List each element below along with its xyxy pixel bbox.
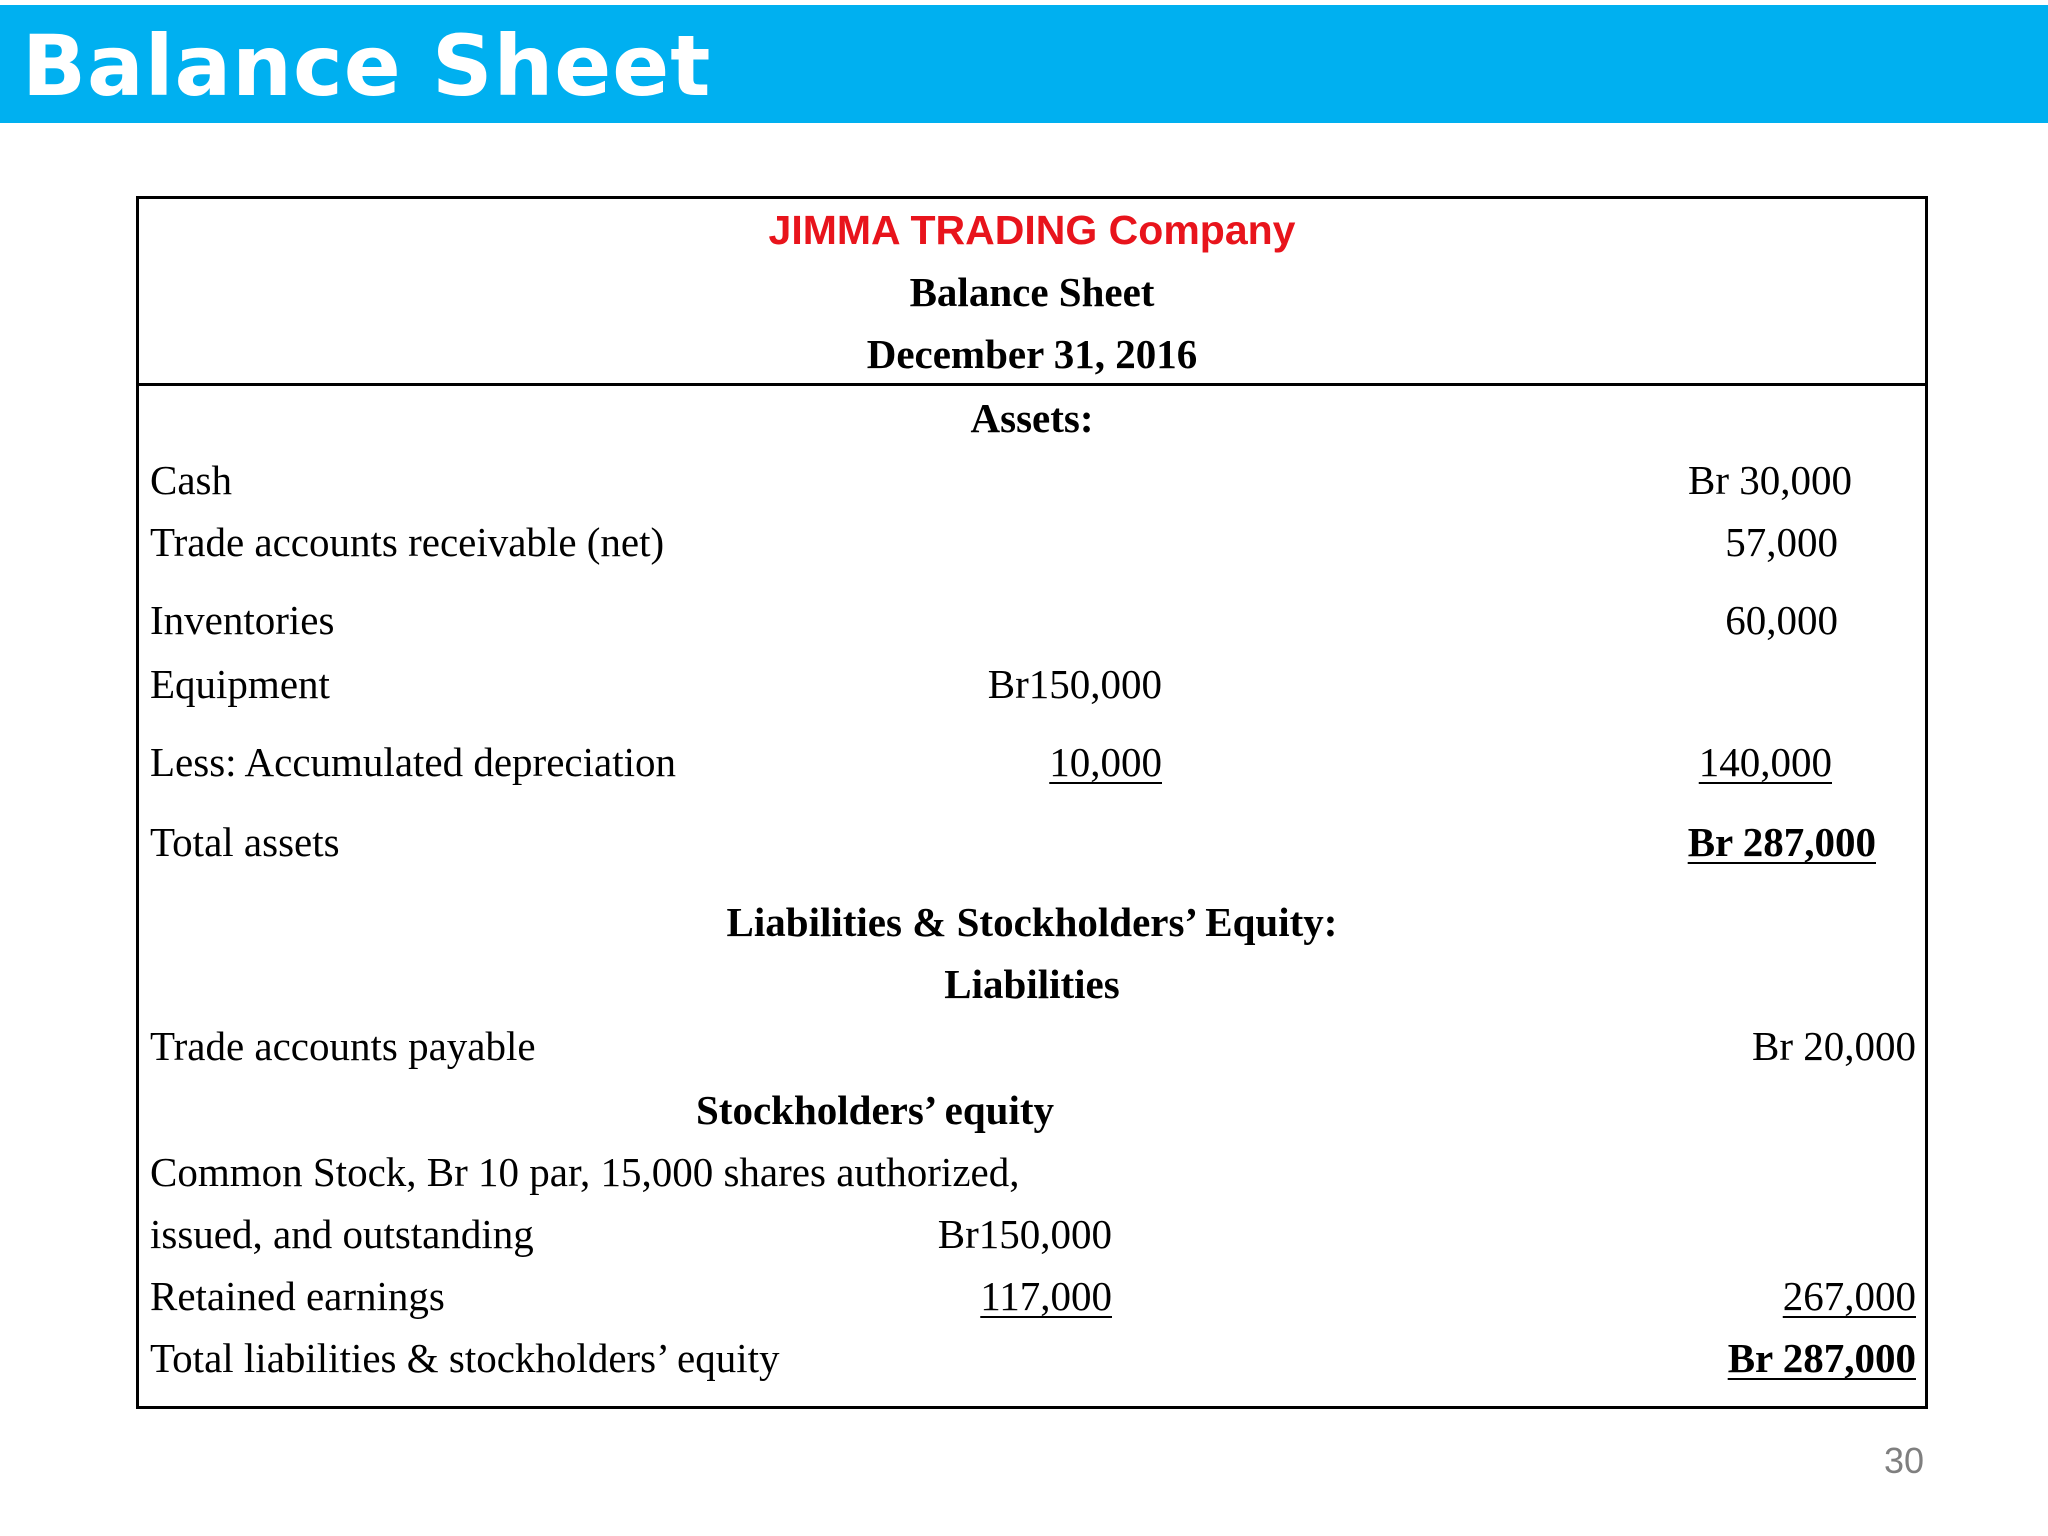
receivable-value: 57,000 <box>1725 519 1838 565</box>
equipment-net-value: 140,000 <box>1698 739 1832 785</box>
common-stock-value: Br150,000 <box>937 1211 1112 1257</box>
equipment-value: Br150,000 <box>987 661 1162 707</box>
header-divider <box>136 383 1928 386</box>
common-stock-label-2: issued, and outstanding <box>150 1211 534 1257</box>
retained-earnings-value: 117,000 <box>980 1273 1112 1319</box>
equipment-label: Equipment <box>150 661 330 707</box>
liabilities-header: Liabilities <box>944 961 1120 1007</box>
statement-date: December 31, 2016 <box>866 331 1198 377</box>
payable-label: Trade accounts payable <box>150 1023 536 1069</box>
assets-header: Assets: <box>970 395 1094 441</box>
company-name: JIMMA TRADING Company <box>768 207 1296 253</box>
retained-earnings-label: Retained earnings <box>150 1273 445 1319</box>
total-le-value: Br 287,000 <box>1727 1335 1916 1381</box>
page-number: 30 <box>1883 1440 1924 1481</box>
total-assets-value: Br 287,000 <box>1687 819 1876 865</box>
statement-heading: Balance Sheet <box>909 269 1155 315</box>
liab-equity-header: Liabilities & Stockholders’ Equity: <box>726 899 1338 945</box>
payable-value: Br 20,000 <box>1752 1023 1916 1069</box>
common-stock-label-1: Common Stock, Br 10 par, 15,000 shares authorized, <box>150 1149 1020 1195</box>
slide-title-bar <box>0 5 2048 123</box>
cash-value: Br 30,000 <box>1688 457 1852 503</box>
depreciation-label: Less: Accumulated depreciation <box>150 739 676 785</box>
equity-header: Stockholders’ equity <box>696 1087 1055 1133</box>
receivable-label: Trade accounts receivable (net) <box>150 519 665 565</box>
total-assets-label: Total assets <box>150 819 340 865</box>
inventories-value: 60,000 <box>1725 597 1838 643</box>
depreciation-value: 10,000 <box>1049 739 1162 785</box>
cash-label: Cash <box>150 457 232 503</box>
equity-total-value: 267,000 <box>1782 1273 1916 1319</box>
total-le-label: Total liabilities & stockholders’ equity <box>150 1335 780 1381</box>
inventories-label: Inventories <box>150 597 335 643</box>
slide-title: Balance Sheet <box>22 17 712 115</box>
